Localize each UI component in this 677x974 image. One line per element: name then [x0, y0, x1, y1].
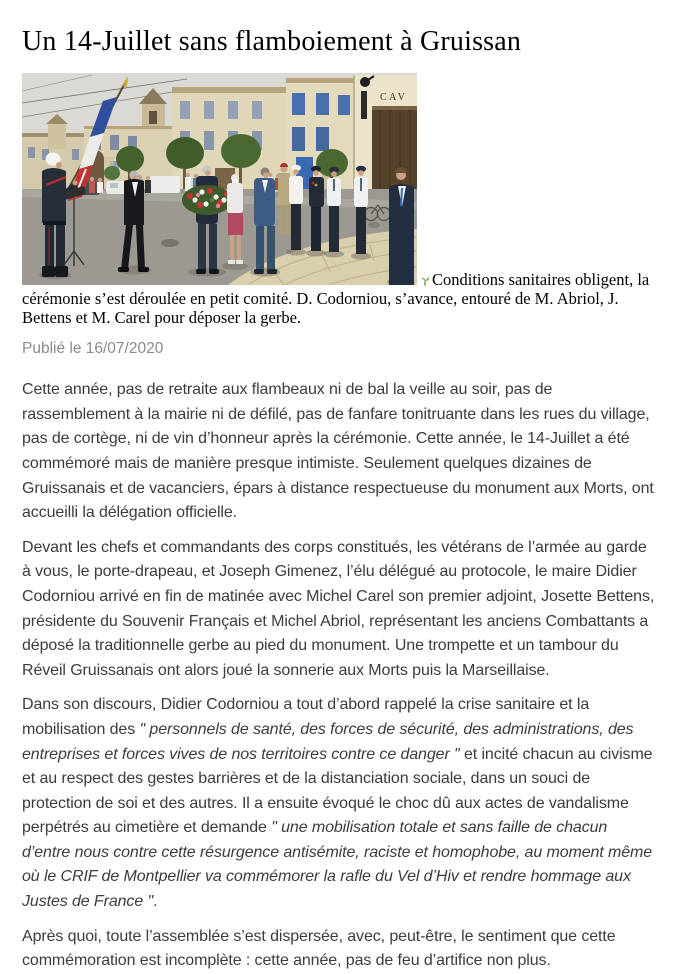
paragraph-2: Devant les chefs et commandants des corps constitués, les vétérans de l’armée au garde à vous, le porte-drapeau, et Joseph Gimenez, l’élu délégué au protocole, le maire Didier Codorniou arrivé en fin de matinée avec Michel Carel son premier adjoint, Josette Bettens, présidente du Souvenir Français et Michel Abriol, représentant les anciens Combattants a déposé la traditionnelle gerbe au pied du monument. Une trompette et un tambour du Réveil Gruissanais ont alors joué la sonnerie aux Morts puis la Marseillaise. — [22, 538, 655, 679]
article-photo[interactable] — [22, 73, 417, 285]
photo-caption: Conditions sanitaires obligent, la cérémonie s’est déroulée en petit comité. D. Codorniou, s’avance, entouré de M. Abriol, J. Bettens et M. Carel pour déposer la gerbe. — [22, 270, 650, 328]
paragraph-3: Dans son discours, Didier Codorniou a tout d’abord rappelé la crise sanitaire et la mobilisation des " personnels de santé, des forces de sécurité, des administrations, des entreprises et forces vives de nos territoires contre ce danger " et incité chacun au civisme et au respect des gestes barrières et de la distanciation sociale, dans un souci de protection de soi et des autres. Il a ensuite évoqué le choc dû aux actes de vandalisme perpétrés au cimetière et demande " une mobilisation totale et sans faille de chacun d’entre nous contre cette résurgence antisémite, raciste et homophobe, au moment même où le CRIF de Montpellier va commémorer la rafle du Vel d’Hiv et rendre hommage aux Justes de France ". — [22, 696, 653, 911]
photo-sign-text: CAV — [380, 92, 408, 104]
sprout-icon — [419, 274, 431, 286]
article-page — [0, 26, 677, 974]
article-title: Un 14-Juillet sans flamboiement à Gruissan — [22, 26, 522, 57]
article-figure — [22, 73, 655, 327]
publish-date: Publié le 16/07/2020 — [22, 340, 164, 358]
article-body — [22, 378, 655, 974]
paragraph-1: Cette année, pas de retraite aux flambeaux ni de bal la veille au soir, pas de rassemblement à la mairie ni de défilé, pas de fanfare tonitruante dans les rues du village, pas de cortège, ni de vin d’honneur après la cérémonie. Cette année, le 14-Juillet a été commémoré mais de manière presque intimiste. Seulement quelques dizaines de Gruissanais et de vacanciers, épars à distance respectueuse du monument aux Morts, ont accueilli la délégation officielle. — [22, 381, 654, 522]
paragraph-4: Après quoi, toute l’assemblée s’est dispersée, avec, peut-être, le sentiment que cette commémoration est incomplète : cette année, pas de feu d’artifice non plus. — [22, 927, 616, 970]
